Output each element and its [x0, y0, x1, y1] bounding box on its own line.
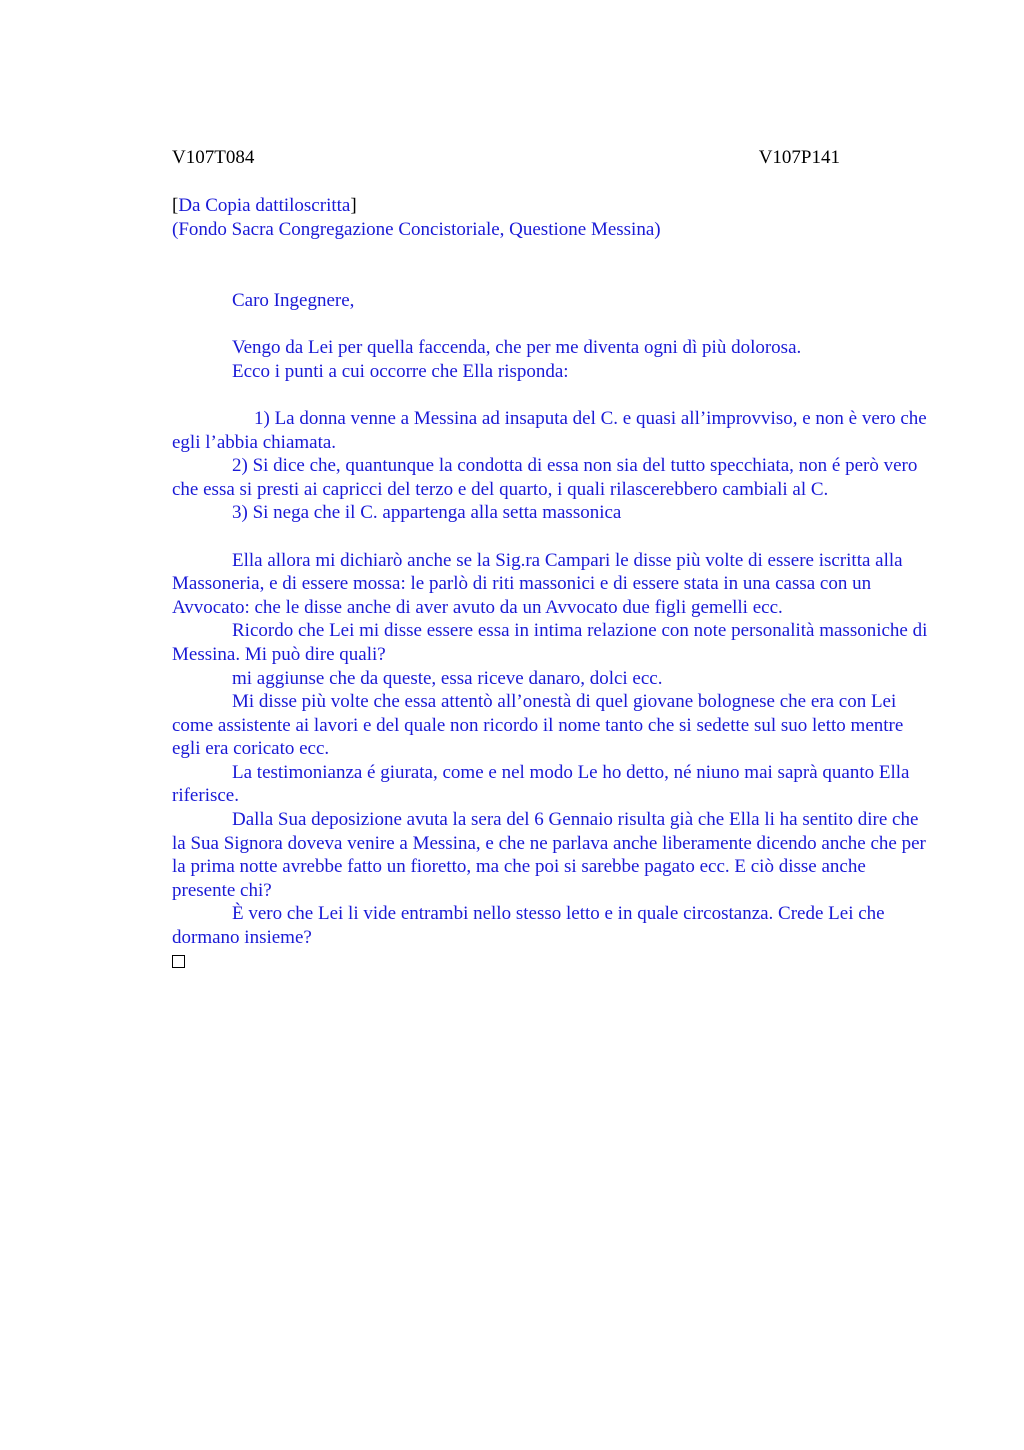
document-header: [172, 146, 840, 170]
intro-line-1: Vengo da Lei per quella faccenda, che per me diventa ogni dì più dolorosa.: [232, 337, 802, 359]
spacer: [172, 383, 932, 407]
copy-note: Da Copia dattiloscritta: [178, 195, 351, 216]
bracket-close: ]: [350, 195, 357, 216]
salutation: Caro Ingegnere,: [232, 290, 355, 311]
fondo-note: (Fondo Sacra Congregazione Concistoriale, Questione Messina): [172, 218, 661, 240]
copy-note-line: [172, 194, 932, 218]
paragraph-3: mi aggiunse che da queste, essa riceve danaro, dolci ecc.: [232, 667, 663, 689]
paragraph-6: Dalla Sua deposizione avuta la sera del 6 Gennaio risulta già che Ella li ha sentito dire che la Sua Signora doveva venire a Messina, e che ne parlava anche liberamente dicendo anche che per la prima notte avrebbe fatto un fioretto, ma che poi si sarebbe pagato ecc. E ciò disse anche presente chi?: [172, 809, 926, 901]
paragraph-7: È vero che Lei li vide entrambi nello stesso letto e in quale circostanza. Crede Lei che dormano insieme?: [172, 903, 885, 949]
document-code-right: V107P141: [758, 147, 840, 168]
point-2: 2) Si dice che, quantunque la condotta di essa non sia del tutto specchiata, non é però vero che essa si presti ai capricci del terzo e del quarto, i quali rilascerebbero cambiali al C.: [172, 455, 918, 500]
end-box-icon: [172, 955, 185, 968]
spacer: [172, 525, 932, 549]
point-1: 1) La donna venne a Messina ad insaputa del C. e quasi all’improvviso, e non è vero che egli l’abbia chiamata.: [172, 407, 927, 453]
paragraph-1: Ella allora mi dichiarò anche se la Sig.ra Campari le disse più volte di essere iscritta alla Massoneria, e di essere mossa: le parlò di riti massonici e di essere stata in una cassa con un Avvocato: che le disse anche di aver avuto da un Avvocato due figli gemelli ecc.: [172, 549, 903, 618]
spacer: [172, 313, 932, 337]
intro-line-2: Ecco i punti a cui occorre che Ella risponda:: [232, 360, 569, 382]
bracket-open: [: [172, 195, 179, 216]
paragraph-5: La testimonianza é giurata, come e nel modo Le ho detto, né niuno mai saprà quanto Ella riferisce.: [172, 761, 910, 807]
letter-body: [172, 289, 932, 968]
document-code-left: V107T084: [172, 147, 255, 168]
paragraph-4: Mi disse più volte che essa attentò all’onestà di quel giovane bolognese che era con Lei come assistente ai lavori e del quale non ricordo il nome tanto che si sedette sul suo letto mentre egli era coricato ecc.: [172, 691, 904, 760]
paragraph-2: Ricordo che Lei mi disse essere essa in intima relazione con note personalità massoniche di Messina. Mi può dire quali?: [172, 620, 928, 665]
source-note: [172, 194, 932, 241]
point-3: 3) Si nega che il C. appartenga alla setta massonica: [232, 502, 622, 524]
